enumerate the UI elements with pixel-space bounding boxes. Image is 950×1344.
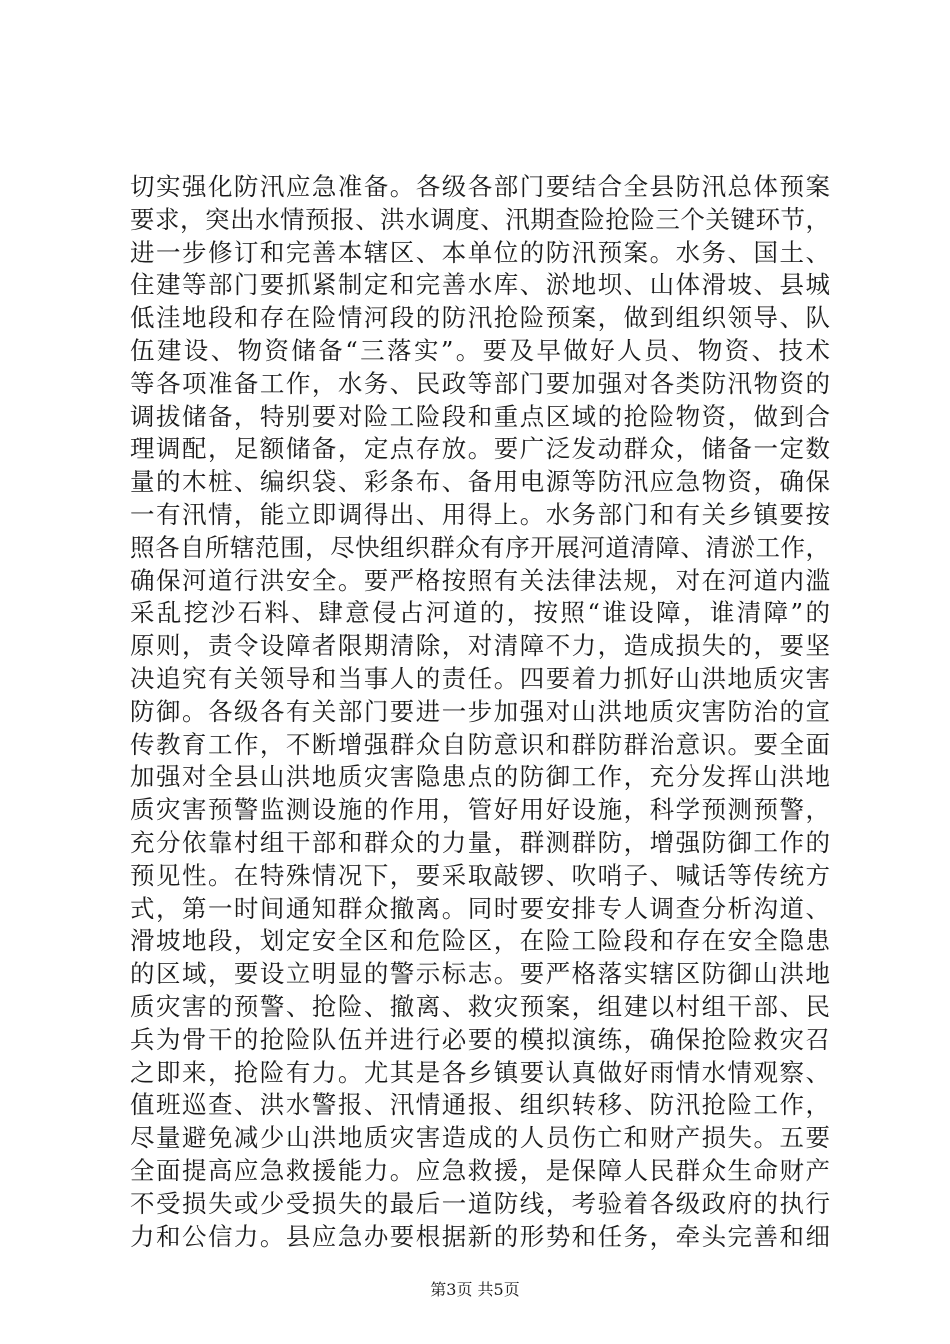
- text-line: 传教育工作，不断增强群众自防意识和群防群治意识。要全面: [130, 729, 830, 759]
- text-line: 之即来，抢险有力。尤其是各乡镇要认真做好雨情水情观察、: [130, 1057, 830, 1087]
- text-line: 全面提高应急救援能力。应急救援，是保障人民群众生命财产: [130, 1155, 830, 1185]
- text-line: 不受损失或少受损失的最后一道防线，考验着各级政府的执行: [130, 1188, 830, 1218]
- text-line: 住建等部门要抓紧制定和完善水库、淤地坝、山体滑坡、县城: [130, 270, 830, 300]
- text-line: 式，第一时间通知群众撤离。同时要安排专人调查分析沟道、: [130, 893, 830, 923]
- text-line: 等各项准备工作，水务、民政等部门要加强对各类防汛物资的: [130, 368, 830, 398]
- text-line: 原则，责令设障者限期清除，对清障不力，造成损失的，要坚: [130, 631, 830, 661]
- text-line: 调拔储备，特别要对险工险段和重点区域的抢险物资，做到合: [130, 401, 830, 431]
- text-line: 充分依靠村组干部和群众的力量，群测群防，增强防御工作的: [130, 827, 830, 857]
- text-line: 防御。各级各有关部门要进一步加强对山洪地质灾害防治的宣: [130, 696, 830, 726]
- text-line: 加强对全县山洪地质灾害隐患点的防御工作，充分发挥山洪地: [130, 762, 830, 792]
- text-line: 力和公信力。县应急办要根据新的形势和任务，牵头完善和细: [130, 1221, 830, 1251]
- text-line: 采乱挖沙石料、肆意侵占河道的，按照“谁设障，谁清障”的: [130, 598, 830, 628]
- text-line: 确保河道行洪安全。要严格按照有关法律法规，对在河道内滥: [130, 565, 830, 595]
- text-line: 值班巡查、洪水警报、汛情通报、组织转移、防汛抢险工作，: [130, 1090, 830, 1120]
- text-line: 要求，突出水情预报、洪水调度、汛期查险抢险三个关键环节，: [130, 204, 830, 234]
- text-line: 进一步修订和完善本辖区、本单位的防汛预案。水务、国土、: [130, 237, 830, 267]
- text-line: 低洼地段和存在险情河段的防汛抢险预案，做到组织领导、队: [130, 303, 830, 333]
- page-footer: 第3页 共5页: [430, 1280, 520, 1299]
- text-line: 切实强化防汛应急准备。各级各部门要结合全县防汛总体预案: [130, 172, 830, 201]
- text-line: 理调配，足额储备，定点存放。要广泛发动群众，储备一定数: [130, 434, 830, 464]
- text-line: 伍建设、物资储备“三落实”。要及早做好人员、物资、技术: [130, 335, 830, 365]
- text-line: 照各自所辖范围，尽快组织群众有序开展河道清障、清淤工作，: [130, 532, 830, 562]
- text-line: 滑坡地段，划定安全区和危险区，在险工险段和存在安全隐患: [130, 926, 830, 956]
- text-line: 尽量避免减少山洪地质灾害造成的人员伤亡和财产损失。五要: [130, 1123, 830, 1153]
- text-line: 预见性。在特殊情况下，要采取敲锣、吹哨子、喊话等传统方: [130, 860, 830, 890]
- body-text: [130, 171, 830, 1253]
- text-line: 一有汛情，能立即调得出、用得上。水务部门和有关乡镇要按: [130, 499, 830, 529]
- text-line: 决追究有关领导和当事人的责任。四要着力抓好山洪地质灾害: [130, 663, 830, 693]
- text-line: 量的木桩、编织袋、彩条布、备用电源等防汛应急物资，确保: [130, 467, 830, 497]
- text-line: 质灾害的预警、抢险、撤离、救灾预案，组建以村组干部、民: [130, 991, 830, 1021]
- text-line: 质灾害预警监测设施的作用，管好用好设施，科学预测预警，: [130, 795, 830, 825]
- text-line: 的区域，要设立明显的警示标志。要严格落实辖区防御山洪地: [130, 959, 830, 989]
- text-line: 兵为骨干的抢险队伍并进行必要的模拟演练，确保抢险救灾召: [130, 1024, 830, 1054]
